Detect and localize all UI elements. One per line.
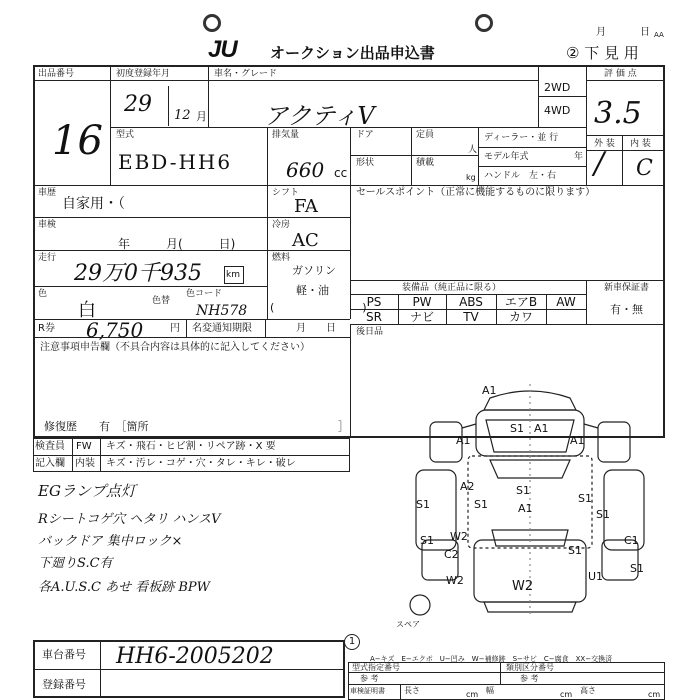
cert-label: 車検証明書 — [350, 687, 385, 695]
interior-short-label: 内装 — [75, 458, 95, 469]
fuel-option-diesel: 軽・油 — [296, 284, 329, 297]
punch-hole-left — [203, 14, 221, 32]
chassis-no-value: HH6-2005202 — [116, 644, 274, 669]
entry-label: 記入欄 — [35, 458, 65, 469]
note-line-3: バックドア 集中ロック× — [38, 534, 183, 549]
model-year-unit: 年 — [574, 152, 584, 162]
equipment-aw: AW — [556, 295, 576, 309]
color-code-label: 色コード — [186, 289, 223, 299]
diagram-mark-c1-right: C1 — [624, 534, 639, 547]
color-code-value: NH578 — [196, 303, 248, 319]
diagram-mark-u1-right-quarter: U1 — [588, 570, 604, 583]
warranty-options: 有・無 — [610, 303, 643, 316]
diagram-mark-s1-hood: S1 — [510, 422, 524, 435]
diagram-mark-s1-left-rocker: S1 — [420, 534, 434, 547]
equipment-sr: SR — [366, 310, 382, 324]
displacement-label: 排気量 — [272, 130, 300, 140]
score-label: 評 価 点 — [604, 69, 637, 79]
2wd-label: 2WD — [544, 81, 571, 94]
diagram-mark-a1-hood: A1 — [534, 422, 549, 435]
height-unit: cm — [648, 690, 661, 699]
displacement-unit: cc — [334, 166, 348, 180]
inspection-label: 車検 — [38, 220, 57, 230]
mileage-label: 走行 — [38, 253, 57, 263]
color-label: 色 — [38, 289, 48, 299]
diagram-mark-w2-left-rear-door: W2 — [450, 530, 468, 543]
new-warranty-label: 新車保証書 — [604, 283, 650, 293]
lot-no-label: 出品番号 — [38, 69, 75, 79]
width-unit: cm — [560, 690, 573, 699]
diagram-mark-s1-right-side: S1 — [596, 508, 610, 521]
chassis-no-label: 車台番号 — [42, 648, 86, 661]
reg-month-unit: 月 — [196, 110, 207, 123]
shift-label: シフト — [272, 188, 300, 198]
load-unit: kg — [466, 173, 476, 182]
4wd-label: 4WD — [544, 104, 571, 117]
fw-label: FW — [76, 441, 92, 452]
model-value: EBD-HH6 — [118, 150, 233, 174]
note-line-5: 各A.U.S.C あせ 看板跡 BPW — [38, 580, 210, 595]
r-ken-value: 6,750 — [86, 318, 144, 342]
equipment-airbag: エアB — [504, 295, 538, 309]
diagram-mark-s1-right-rocker: S1 — [568, 544, 582, 557]
length-unit: cm — [466, 690, 479, 699]
door-label: ドア — [356, 130, 374, 140]
r-ken-label: R券 — [38, 323, 55, 334]
diagram-mark-s1-left-door: S1 — [474, 498, 488, 511]
spare-tire-label: スペア — [396, 620, 420, 629]
reg-month-value: 12 — [174, 108, 191, 123]
note-line-2: Rシートコゲ穴 ヘタリ ハンスV — [38, 512, 221, 527]
exterior-label: 外 装 — [594, 139, 615, 149]
header-month-label: 月 — [596, 27, 606, 38]
diagram-mark-w2-back-door: W2 — [512, 579, 534, 594]
handle-label: ハンドル 左・右 — [484, 171, 557, 181]
punch-hole-right — [475, 14, 493, 32]
interior-label: 内 装 — [630, 139, 651, 149]
reference-label-2: 参 考 — [520, 674, 539, 683]
interior-grade-value: C — [636, 156, 653, 181]
score-value: 3.5 — [594, 96, 642, 131]
note-line-1: EGランプ点灯 — [38, 482, 136, 500]
note-line-4: 下廻りS.C有 — [38, 556, 113, 571]
reference-label-1: 参 考 — [360, 674, 379, 683]
height-label: 高さ — [580, 686, 596, 695]
fuel-other: ( ) — [270, 301, 367, 314]
diagram-mark-a2-left-door: A2 — [460, 480, 475, 493]
recycle-notice-label: 名変通知期限 — [192, 323, 252, 334]
diagram-mark-a1-roof: A1 — [518, 502, 533, 515]
repair-close: ］ — [338, 420, 349, 433]
r-ken-unit: 円 — [170, 323, 180, 334]
car-name-label: 車名・グレード — [214, 69, 278, 79]
reg-year-value: 29 — [124, 92, 152, 117]
header-day-label: 日 — [640, 27, 650, 38]
model-year-label: モデル年式 — [484, 152, 529, 162]
form-title: オークション出品申込書 — [270, 44, 435, 62]
ac-label: 冷房 — [272, 220, 291, 230]
equipment-pw: PW — [412, 295, 432, 309]
shape-label: 形状 — [356, 158, 375, 168]
diagram-mark-s1-right-door: S1 — [578, 492, 592, 505]
checker-label: 検査員 — [35, 441, 65, 452]
diagram-mark-a1-front: A1 — [482, 384, 497, 397]
equipment-leather: カワ — [508, 310, 533, 324]
color-value: 白 — [78, 300, 96, 321]
color-change-label: 色替 — [152, 296, 171, 306]
header-aa-label: AA — [654, 31, 664, 39]
reg-no-label: 登録番号 — [42, 678, 86, 691]
type-designation-label: 型式指定番号 — [352, 663, 400, 672]
category-no-label: 類別区分番号 — [506, 663, 554, 672]
exterior-check-line: キズ・飛石・ヒビ割・リペア跡・X 要 — [106, 441, 276, 452]
equipment-tv: TV — [463, 310, 479, 324]
displacement-value: 660 — [286, 158, 325, 182]
person-unit: 人 — [468, 145, 478, 155]
inspection-date: 年 月( 日) — [118, 237, 236, 251]
diagram-mark-w2-left-quarter: W2 — [446, 574, 464, 587]
diagram-mark-s1-right-lower: S1 — [630, 562, 644, 575]
ac-value: AC — [292, 230, 319, 251]
model-label: 型式 — [116, 130, 135, 140]
exterior-grade-value: / — [594, 146, 605, 181]
first-registration-label: 初度登録年月 — [116, 69, 171, 79]
diagram-mark-s1-left-side: S1 — [416, 498, 430, 511]
chassis-circle-mark: 1 — [344, 634, 360, 650]
width-label: 幅 — [486, 686, 494, 695]
diagram-mark-a1-right-fender: A1 — [570, 434, 585, 447]
other-items-label: 後日品 — [356, 327, 384, 337]
diagram-mark-s1-roof: S1 — [516, 484, 530, 497]
load-label: 積載 — [416, 158, 435, 168]
notice-month-day: 月 日 — [296, 323, 336, 334]
repair-history: 修復歴 有 ［箇所 — [44, 420, 149, 433]
equipment-label: 装備品（純正品に限る） — [402, 283, 502, 293]
history-value: 自家用・（ — [62, 196, 125, 212]
copy-type-label: ② 下 見 用 — [566, 44, 639, 62]
shift-value: FA — [294, 196, 318, 217]
diagram-mark-c2-left: C2 — [444, 548, 459, 561]
ju-logo: JU — [208, 36, 237, 63]
lot-no-value: 16 — [52, 118, 103, 164]
damage-legend: A−キズ E−エクボ U−凹み W−補修跡 S−サビ C−腐食 XX−交換済 — [370, 655, 613, 663]
equipment-ps: PS — [366, 295, 382, 309]
diagram-mark-a1-left-fender: A1 — [456, 434, 471, 447]
capacity-label: 定員 — [416, 130, 435, 140]
km-unit: km — [226, 270, 240, 280]
mileage-value: 29万0千935 — [74, 261, 202, 286]
fuel-label: 燃料 — [272, 253, 291, 263]
history-label: 車歴 — [38, 188, 57, 198]
equipment-abs: ABS — [459, 295, 483, 309]
sales-point-label: セールスポイント（正常に機能するものに限ります） — [356, 187, 596, 198]
notes-header: 注意事項申告欄（不具合内容は具体的に記入してください） — [40, 342, 310, 353]
interior-check-line: キズ・汚レ・コゲ・穴・タレ・キレ・破レ — [106, 458, 296, 469]
equipment-navi: ナビ — [409, 310, 434, 324]
dealer-label: ディーラー・並 行 — [484, 133, 559, 143]
fuel-option-gasoline: ガソリン — [292, 264, 336, 277]
car-name-value: アクティV — [264, 102, 375, 130]
length-label: 長さ — [404, 686, 420, 695]
